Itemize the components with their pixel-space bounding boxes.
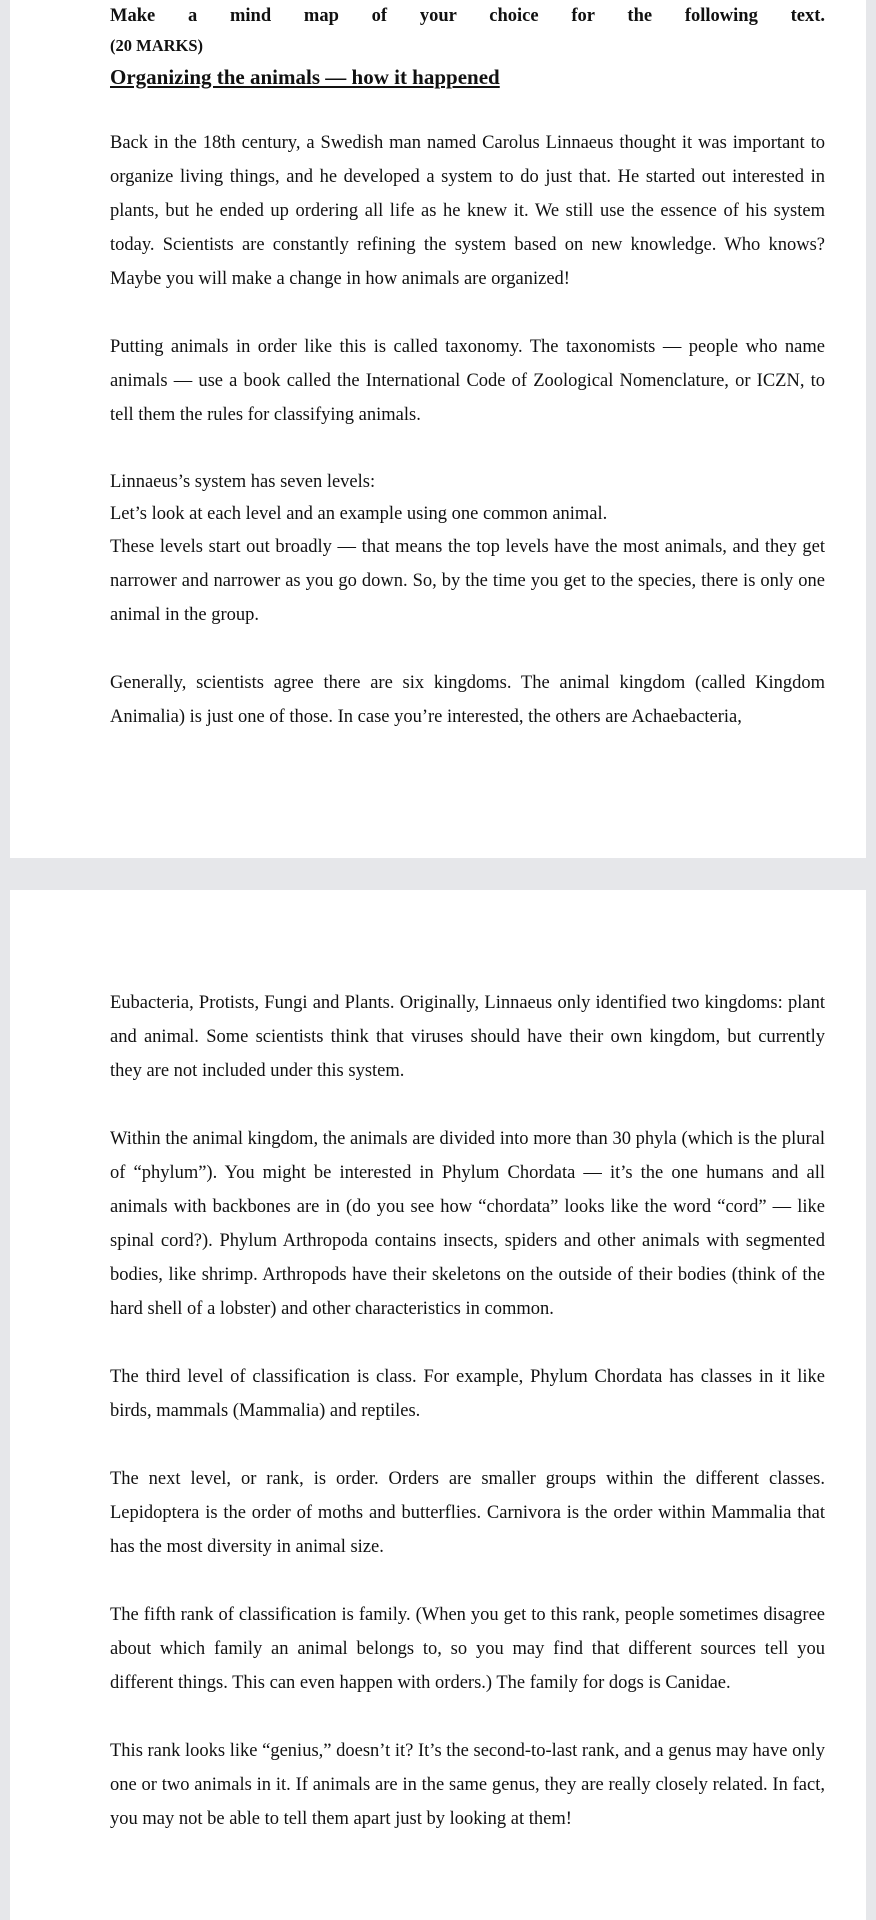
instruction-text: Make a mind map of your choice for the following text. xyxy=(110,6,825,26)
paragraph-kingdoms-start: Generally, scientists agree there are six kingdoms. The animal kingdom (called Kingdom Animalia) is just one of those. In case you’re interested, the others are Achaebacteria, xyxy=(110,673,825,727)
paragraph-levels-broad: These levels start out broadly — that means the top levels have the most animals, and they get narrower and narrower as you go down. So, by the time you get to the species, there is only one animal in the group. xyxy=(110,537,825,625)
paragraph-genus: This rank looks like “genius,” doesn’t it? It’s the second-to-last rank, and a genus may have only one or two animals in it. If animals are in the same genus, they are really closely related. In fact, you may not be able to tell them apart just by looking at them! xyxy=(110,1741,825,1829)
paragraph-order: The next level, or rank, is order. Orders are smaller groups within the different classes. Lepidoptera is the order of moths and butterflies. Carnivora is the order within Mammalia that has the most diversity in animal size. xyxy=(110,1469,825,1557)
page-2-content xyxy=(110,986,825,1836)
document-page-2 xyxy=(10,890,866,1920)
marks-label: (20 MARKS) xyxy=(110,36,204,55)
document-page-1 xyxy=(10,0,866,858)
paragraph-seven-levels: Linnaeus’s system has seven levels: xyxy=(110,472,376,492)
paragraph-example-intro: Let’s look at each level and an example using one common animal. xyxy=(110,504,608,524)
paragraph-class: The third level of classification is class. For example, Phylum Chordata has classes in it like birds, mammals (Mammalia) and reptiles. xyxy=(110,1367,825,1421)
paragraph-phylum: Within the animal kingdom, the animals are divided into more than 30 phyla (which is the plural of “phylum”). You might be interested in Phylum Chordata — it’s the one humans and all animals with backbones are in (do you see how “chordata” looks like the word “cord” — like spinal cord?). Phylum Arthropoda contains insects, spiders and other animals with segmented bodies, like shrimp. Arthropods have their skeletons on the outside of their bodies (think of the hard shell of a lobster) and other characteristics in common. xyxy=(110,1129,825,1319)
page-1-content xyxy=(110,0,825,734)
paragraph-taxonomy: Putting animals in order like this is called taxonomy. The taxonomists — people who name animals — use a book called the International Code of Zoological Nomenclature, or ICZN, to tell them the rules for classifying animals. xyxy=(110,337,825,425)
page-title: Organizing the animals — how it happened xyxy=(110,65,500,89)
paragraph-kingdoms-cont: Eubacteria, Protists, Fungi and Plants. Originally, Linnaeus only identified two kingdoms: plant and animal. Some scientists think that viruses should have their own kingdom, but currently they are not included under this system. xyxy=(110,993,825,1081)
paragraph-linnaeus-intro: Back in the 18th century, a Swedish man named Carolus Linnaeus thought it was important to organize living things, and he developed a system to do just that. He started out interested in plants, but he ended up ordering all life as he knew it. We still use the essence of his system today. Scientists are constantly refining the system based on new knowledge. Who knows? Maybe you will make a change in how animals are organized! xyxy=(110,133,825,289)
paragraph-family: The fifth rank of classification is family. (When you get to this rank, people sometimes disagree about which family an animal belongs to, so you may find that different sources tell you different things. This can even happen with orders.) The family for dogs is Canidae. xyxy=(110,1605,825,1693)
